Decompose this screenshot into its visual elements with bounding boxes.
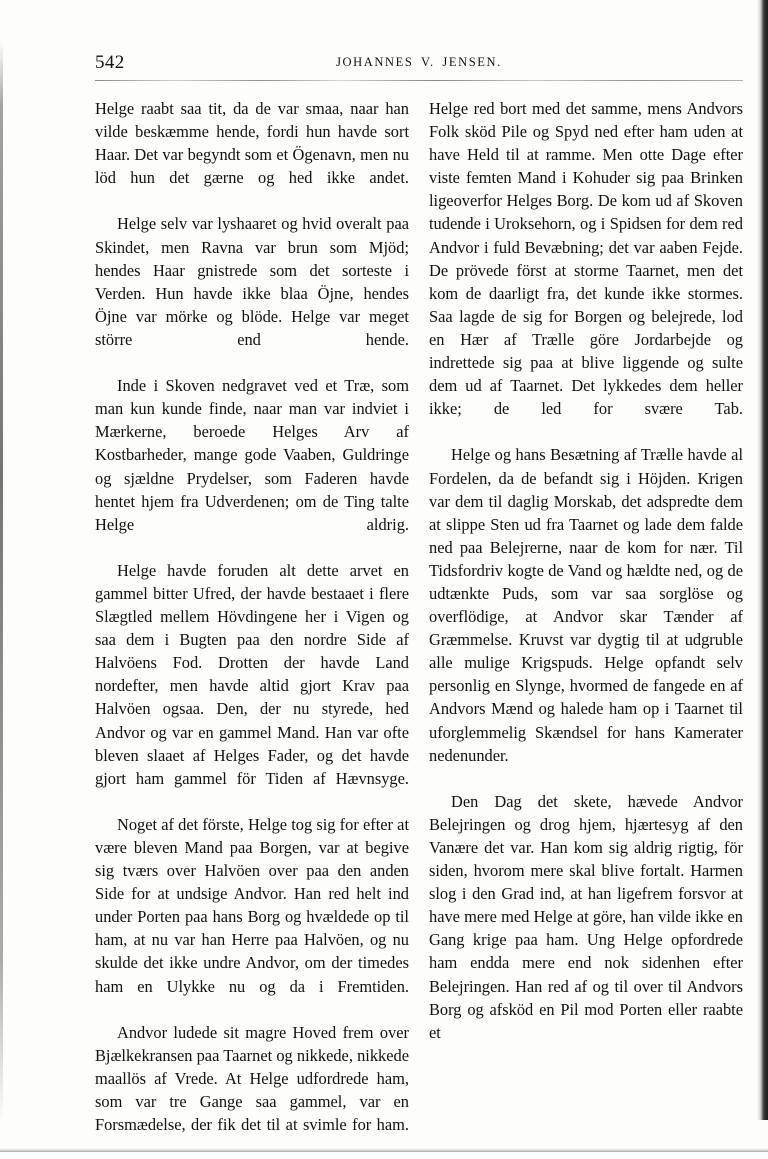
- column-right: [429, 97, 743, 1067]
- paragraph: Den Dag det skete, hævede Andvor Belejringen og drog hjem, hjærtesyg af den Vanære det var. Han kom sig aldrig rigtig, för siden, hvorom mere skal blive fortalt. Harmen slog i den Grad ind, at han ligefrem forsvor at have mere med Helge at göre, han vilde ikke en Gang krige paa ham. Ung Helge opfordrede ham endda mere end nok sidenhen efter Belejringen. Han red af og til over til Andvors Borg og afsköd en Pil mod Porten eller raabte et: [429, 791, 743, 1042]
- page-number: 542: [95, 52, 125, 73]
- header-rule: [95, 80, 743, 81]
- running-head: [95, 52, 743, 74]
- paragraph: Noget af det förste, Helge tog sig for efter at være bleven Mand paa Borgen, var at begive sig tværs over Halvöen over paa den anden Side for at undsige Andvor. Han red helt ind under Porten paa hans Borg og hvældede op til ham, at nu var han Herre paa Halvöen, og nu skulde det ikke undre Andvor, om der timedes ham en Ulykke nu og da i Fremtiden.: [95, 814, 409, 996]
- running-head-title: JOHANNES V. JENSEN.: [336, 55, 502, 69]
- scan-binding-edge-left: [0, 42, 3, 1122]
- paragraph: Helge og hans Besætning af Trælle havde al Fordelen, da de befandt sig i Höjden. Krigen var dem til daglig Morskab, det adspredte dem at slippe Sten ud fra Taarnet og lade dem falde ned paa Belejrerne, naar de kom for nær. Til Tidsfordriv kogte de Vand og hældte ned, og de udtænkte Puds, som var saa sorglöse og overflödige, at Andvor skar Tænder af Græmmelse. Kruvst var dygtig til at udgruble alle mulige Krigspuds. Helge opfandt selv personlig en Slynge, hvormed de fangede en af Andvors Mænd og halede ham op i Taarnet til uforglemmelig Skændsel for hans Kamerater nedenunder.: [429, 445, 743, 765]
- paragraph: Andvor ludede sit magre Hoved frem over Bjælkekransen paa Taarnet og nikkede, nikkede maallös af Vrede. At Helge udfordrede ham, som var tre Gange saa gammel, var en Forsmædelse, der fik det til at svimle for ham.: [95, 1022, 409, 1135]
- paragraph: Helge havde foruden alt dette arvet en gammel bitter Ufred, der havde bestaaet i flere Slægtled mellem Hövdingene her i Vigen og saa dem i Bugten paa den nordre Side af Halvöens Fod. Drotten der havde Land nordefter, men havde altid gjort Krav paa Halvöen ogsaa. Den, der nu styrede, hed Andvor og var en gammel Mand. Han var ofte bleven slaaet af Helges Fader, og det havde gjort ham gammel för Tiden af Hævnsyge.: [95, 560, 409, 788]
- paragraph: Helge selv var lyshaaret og hvid overalt paa Skindet, men Ravna var brun som Mjöd; hendes Haar gnistrede som det sorteste i Verden. Hun havde ikke blaa Öjne, hendes Öjne var mörke og blöde. Helge var meget större end hende.: [95, 214, 409, 349]
- paragraph: Helge red bort med det samme, mens Andvors Folk sköd Pile og Spyd ned efter ham uden at have Held til at ramme. Men otte Dage efter viste femten Mand i Kohuder sig paa Brinken ligeoverfor Helges Borg. De kom ud af Skoven tudende i Uroksehorn, og i Spidsen for dem red Andvor i fuld Bevæbning; det var aaben Fejde. De prövede först at storme Taarnet, men det kom de daarligt fra, det kunde ikke stormes. Saa lagde de sig for Borgen og belejrede, lod en Hær af Trælle göre Jordarbejde og indrettede sig paa at blive liggende og sulte dem ud af Taarnet. Det lykkedes dem heller ikke; de led for svære Tab.: [429, 99, 743, 419]
- paragraph: Inde i Skoven nedgravet ved et Træ, som man kun kunde finde, naar man var indviet i Mærkerne, beroede Helges Arv af Kostbarheder, mange gode Vaaben, Guldringe og sjældne Prydelser, som Faderen havde hentet hjem fra Udverdenen; om de Ting talte Helge aldrig.: [95, 376, 409, 534]
- scan-binding-edge-right: [757, 0, 768, 1120]
- column-left: [95, 97, 409, 1159]
- paragraph: Helge raabt saa tit, da de var smaa, naar han vilde beskæmme hende, fordi hun havde sort Haar. Det var begyndt som et Ögenavn, men nu löd hun det gærne og hed ikke andet.: [95, 99, 409, 188]
